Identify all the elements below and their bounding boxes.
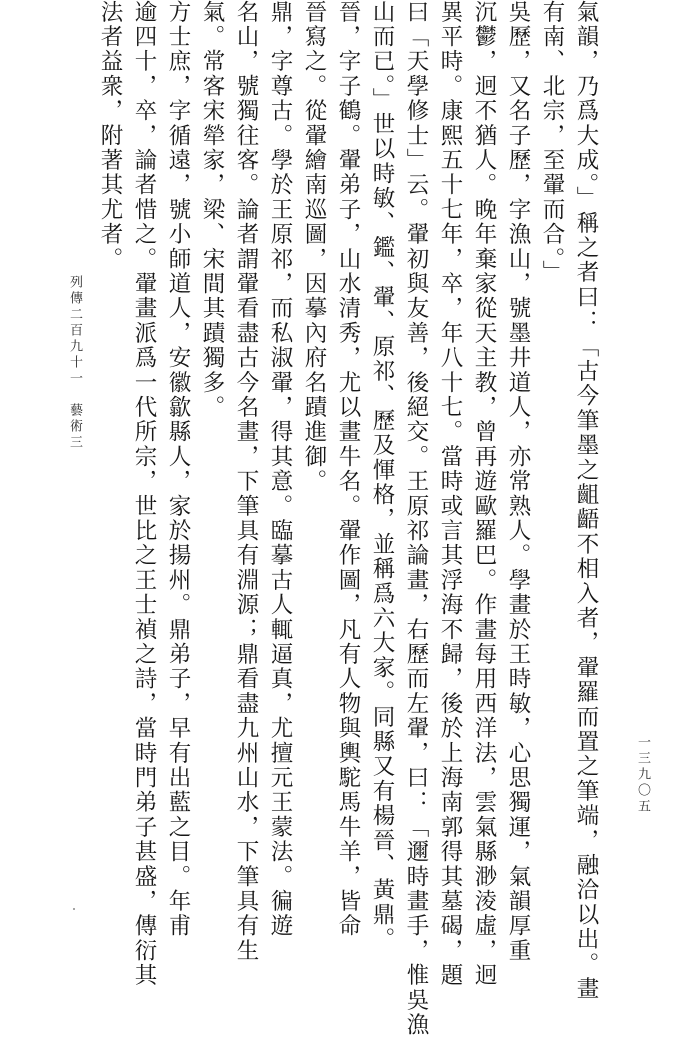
text-column: 晉，字子鶴。翬弟子，山水清秀，尤以畫牛名。翬作圖，凡有人物與輿駝馬牛羊，皆命 [335,0,361,939]
running-title: 列傳二百九十一 藝術三 [67,275,82,451]
text-column: 吳歷，又名子歷，字漁山，號墨井道人，亦常熟人。學畫於王時敏，心思獨運，氣韻厚重 [505,0,531,964]
text-column: 鼎，字尊古。學於王原祁，而私淑翬，得其意。臨摹古人輒逼真，尤擅元王蒙法。徧遊 [267,0,293,939]
text-column: 沉鬱，迥不猶人。晚年棄家從天主教，曾再遊歐羅巴。作畫每用西洋法，雲氣縣渺淩虛，迥 [471,0,497,988]
text-column: 晉寫之。從翬繪南巡圖，因摹內府名蹟進御。 [301,0,327,494]
text-column: 名山，號獨往客。論者謂翬看盡古今名畫，下筆具有淵源；鼎看盡九州山水，下筆具有生 [233,0,259,964]
text-column: 法者益衆，附著其尤者。 [97,0,123,272]
text-column: 山而已。」世以時敏、鑑、翬、原祁、歷及惲格，並稱爲六大家。同縣又有楊晉、黃鼎。 [369,0,395,953]
page-number: 一三九〇五 [635,735,650,815]
text-column: 方士庶，字循遠，號小師道人，安徽歙縣人，家於揚州。鼎弟子，早有出藍之目。年甫 [165,0,191,939]
text-column: 逾四十，卒，論者惜之。翬畫派爲一代所宗，世比之王士禎之詩，當時門弟子甚盛，傳衍其 [131,0,157,988]
text-column: 氣。常客宋犖家，梁、宋間其蹟獨多。 [199,0,225,420]
text-column: 氣韻，乃爲大成。」稱之者曰：「古今筆墨之齟齬不相入者，翬羅而置之筆端，融洽以出。畫 [573,0,599,1002]
paper-speck [73,908,75,910]
text-column: 有南、北宗，至翬而合。」 [539,0,565,286]
text-column: 異平時。康熙五十七年，卒，年八十七。當時或言其浮海不歸，後於上海南郭得其墓碣，題 [437,0,463,988]
text-column: 曰「天學修士」云。翬初與友善，後絕交。王原祁論畫，右歷而左翬，曰：「邇時畫手，惟吳漁 [403,0,429,1037]
